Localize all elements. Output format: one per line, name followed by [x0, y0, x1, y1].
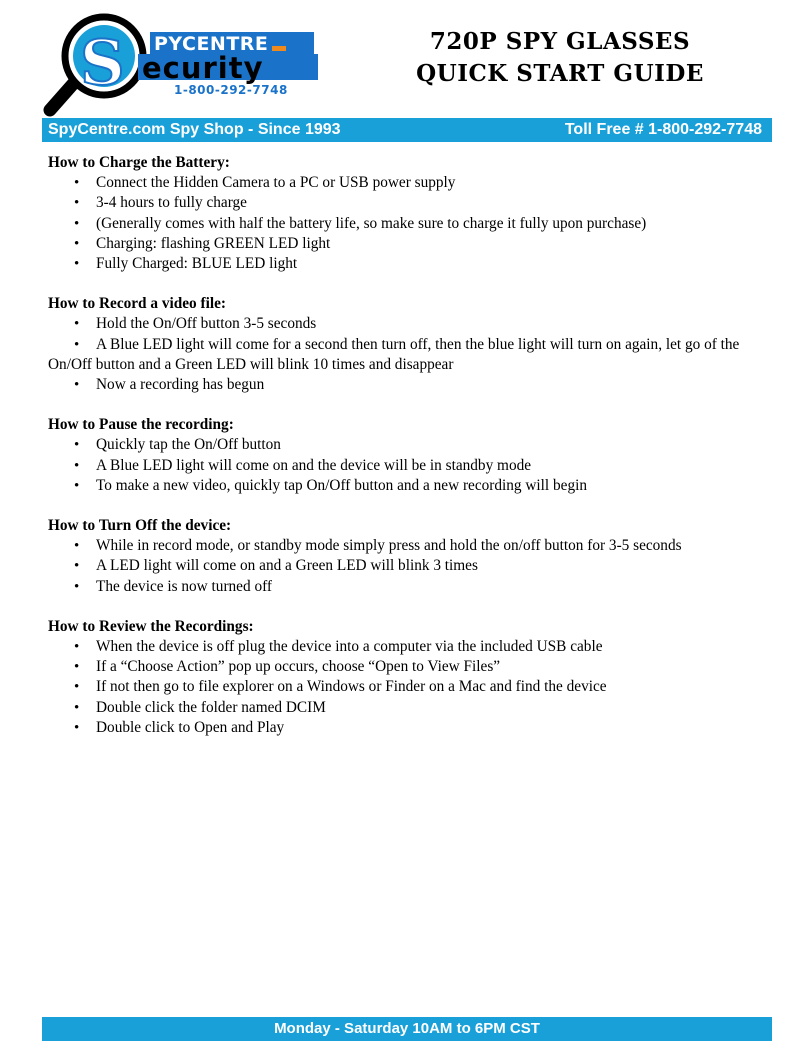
bullet-list — [48, 314, 770, 395]
list-item: • Double click to Open and Play — [48, 718, 770, 738]
bullet-icon: • — [74, 639, 80, 656]
list-item: • The device is now turned off — [48, 577, 770, 597]
bullet-list — [48, 173, 770, 274]
section-heading: How to Charge the Battery: — [48, 154, 230, 171]
business-hours-banner: Monday - Saturday 10AM to 6PM CST — [42, 1017, 772, 1041]
bullet-icon: • — [74, 457, 80, 474]
bullet-icon: • — [74, 336, 80, 353]
list-item: • Now a recording has begun — [48, 375, 770, 395]
top-banner — [42, 118, 772, 142]
logo-brand-top: PYCENTRE — [154, 33, 269, 55]
list-item: • A Blue LED light will come for a second then turn off, then the blue light will turn on again, let go of the On/Off button and a Green LED will blink 10 times and disappear — [48, 335, 740, 373]
bullet-icon: • — [74, 215, 80, 232]
section-charge-battery — [48, 153, 770, 274]
list-item: • A LED light will come on and a Green LED will blink 3 times — [48, 556, 770, 576]
bullet-icon: • — [74, 679, 80, 696]
guide-content — [48, 153, 770, 758]
list-item: • To make a new video, quickly tap On/Off button and a new recording will begin — [48, 476, 770, 496]
list-item: • If a “Choose Action” pop up occurs, choose “Open to View Files” — [48, 657, 770, 677]
bullet-icon: • — [74, 256, 80, 273]
bullet-icon: • — [74, 175, 80, 192]
section-pause-recording — [48, 415, 770, 496]
list-item: • A Blue LED light will come on and the device will be in standby mode — [48, 456, 770, 476]
bullet-icon: • — [74, 719, 80, 736]
guide-title-line2: QUICK START GUIDE — [416, 60, 704, 87]
bullet-list — [48, 637, 770, 738]
list-item: • 3-4 hours to fully charge — [48, 193, 770, 213]
bullet-icon: • — [74, 659, 80, 676]
section-heading: How to Record a video file: — [48, 295, 226, 313]
logo-initial: S — [80, 26, 125, 99]
spycentre-security-logo — [42, 10, 327, 122]
bullet-icon: • — [74, 195, 80, 212]
bullet-icon: • — [74, 377, 80, 394]
bullet-icon: • — [74, 558, 80, 575]
section-review-recordings — [48, 617, 770, 738]
logo-brand-bottom: ecurity — [142, 51, 264, 85]
bullet-icon: • — [74, 538, 80, 555]
list-item: • Quickly tap the On/Off button — [48, 435, 770, 455]
list-item: • Connect the Hidden Camera to a PC or USB power supply — [48, 173, 770, 193]
list-item: • Double click the folder named DCIM — [48, 698, 770, 718]
list-item: • (Generally comes with half the battery life, so make sure to charge it fully upon purchase) — [48, 214, 770, 234]
list-item: • Charging: flashing GREEN LED light — [48, 234, 770, 254]
bullet-list — [48, 435, 770, 496]
list-item: • Fully Charged: BLUE LED light — [48, 254, 770, 274]
shop-tagline: SpyCentre.com Spy Shop - Since 1993 — [48, 121, 341, 138]
guide-title-line1: 720P SPY GLASSES — [429, 28, 691, 55]
bullet-icon: • — [74, 437, 80, 454]
section-heading: How to Turn Off the device: — [48, 517, 232, 535]
toll-free-number: Toll Free # 1-800-292-7748 — [564, 121, 762, 138]
list-item: • While in record mode, or standby mode simply press and hold the on/off button for 3-5 seconds — [48, 536, 770, 556]
section-heading: How to Pause the recording: — [48, 416, 234, 434]
bullet-list — [48, 536, 770, 597]
list-item: • Hold the On/Off button 3-5 seconds — [48, 314, 770, 334]
section-heading: How to Review the Recordings: — [48, 617, 254, 635]
bullet-icon: • — [74, 316, 80, 333]
list-item: • If not then go to file explorer on a Windows or Finder on a Mac and find the device — [48, 677, 770, 697]
bullet-icon: • — [74, 235, 80, 252]
logo-phone: 1-800-292-7748 — [174, 83, 288, 97]
bullet-icon: • — [74, 477, 80, 494]
list-item: • When the device is off plug the device into a computer via the included USB cable — [48, 637, 770, 657]
section-turn-off-device — [48, 516, 770, 597]
section-record-video — [48, 294, 770, 395]
bullet-icon: • — [74, 578, 80, 595]
bullet-icon: • — [74, 699, 80, 716]
